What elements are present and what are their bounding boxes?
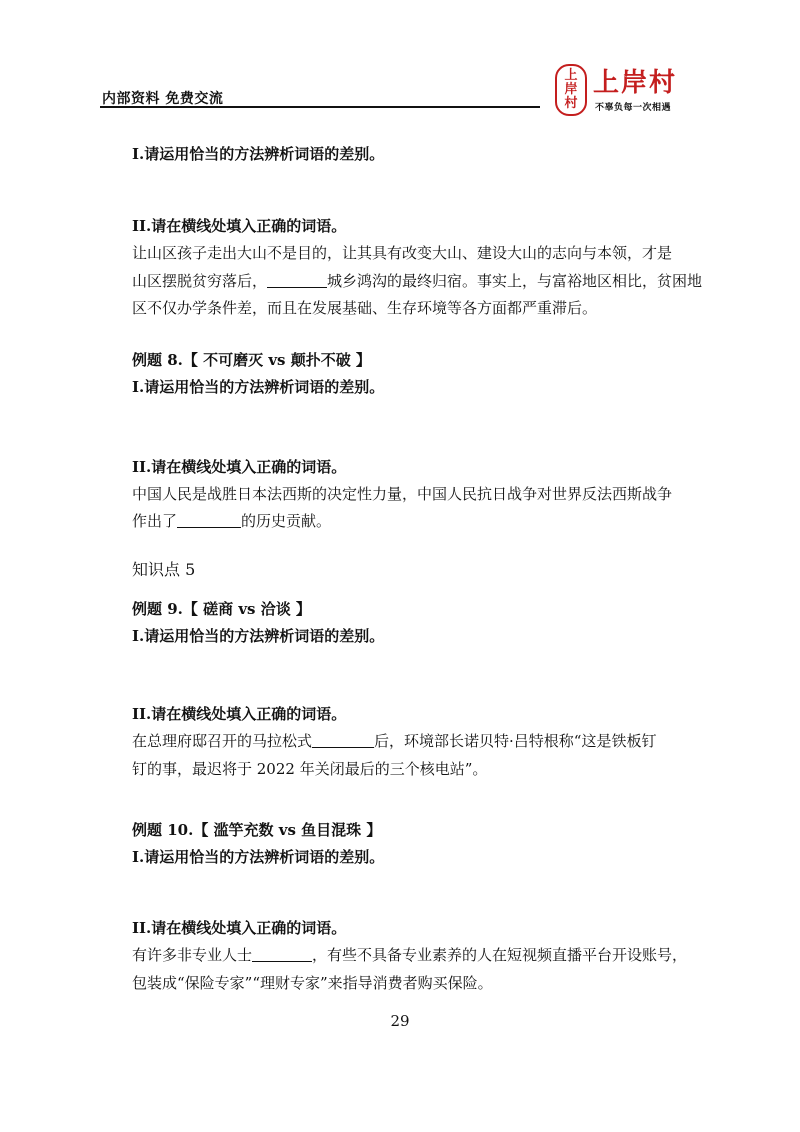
paragraph-line — [132, 944, 687, 965]
question-2-prompt: II.请在横线处填入正确的词语。 — [132, 705, 347, 723]
page-number: 29 — [390, 1012, 410, 1030]
header-left-text: 内部资料 免费交流 — [102, 91, 224, 107]
example-8-title: 例题 8.【 不可磨灭 vs 颠扑不破 】 — [132, 351, 371, 369]
paragraph-text: 的历史贡献。 — [241, 512, 332, 530]
paragraph-line — [132, 510, 331, 531]
paragraph-line: 钉的事，最迟将于 2022 年关闭最后的三个核电站”。 — [132, 760, 488, 778]
knowledge-point-title: 知识点 5 — [132, 560, 196, 579]
example-9-title: 例题 9.【 磋商 vs 洽谈 】 — [132, 600, 311, 618]
logo-seal: 上 岸 村 — [555, 64, 587, 116]
example-10-title: 例题 10.【 滥竽充数 vs 鱼目混珠 】 — [132, 821, 382, 839]
paragraph-line — [132, 730, 656, 751]
question-2-prompt: II.请在横线处填入正确的词语。 — [132, 919, 347, 937]
fill-blank — [312, 733, 374, 748]
paragraph-text: 有许多非专业人士 — [132, 946, 253, 964]
fill-blank — [177, 513, 241, 528]
paragraph-line: 包装成“保险专家”“理财专家”来指导消费者购买保险。 — [132, 974, 493, 992]
paragraph-text: 作出了 — [132, 512, 178, 530]
question-2-prompt: II.请在横线处填入正确的词语。 — [132, 217, 347, 235]
header-rule — [100, 106, 540, 108]
paragraph-text: ，有些不具备专业素养的人在短视频直播平台开设账号， — [312, 946, 688, 964]
paragraph-line: 区不仅办学条件差，而且在发展基础、生存环境等各方面都严重滞后。 — [132, 299, 598, 317]
question-1-prompt: I.请运用恰当的方法辨析词语的差别。 — [132, 378, 385, 396]
logo — [555, 62, 705, 122]
paragraph-text: 城乡鸿沟的最终归宿。事实上，与富裕地区相比，贫困地 — [327, 272, 703, 290]
fill-blank — [252, 947, 312, 962]
question-1-prompt: I.请运用恰当的方法辨析词语的差别。 — [132, 627, 385, 645]
paragraph-text: 后，环境部长诺贝特·吕特根称“这是铁板钉 — [374, 732, 657, 750]
paragraph-line: 让山区孩子走出大山不是目的，让其具有改变大山、建设大山的志向与本领，才是 — [132, 244, 673, 262]
logo-slogan: 不辜负每一次相遇 — [595, 103, 672, 113]
paragraph-line: 中国人民是战胜日本法西斯的决定性力量，中国人民抗日战争对世界反法西斯战争 — [132, 485, 673, 503]
question-1-prompt: I.请运用恰当的方法辨析词语的差别。 — [132, 145, 385, 163]
fill-blank — [267, 273, 327, 288]
logo-brand: 上岸村 — [593, 68, 678, 98]
paragraph-text: 山区摆脱贫穷落后， — [132, 272, 268, 290]
question-2-prompt: II.请在横线处填入正确的词语。 — [132, 458, 347, 476]
paragraph-text: 在总理府邸召开的马拉松式 — [132, 732, 313, 750]
question-1-prompt: I.请运用恰当的方法辨析词语的差别。 — [132, 848, 385, 866]
paragraph-line — [132, 270, 702, 291]
